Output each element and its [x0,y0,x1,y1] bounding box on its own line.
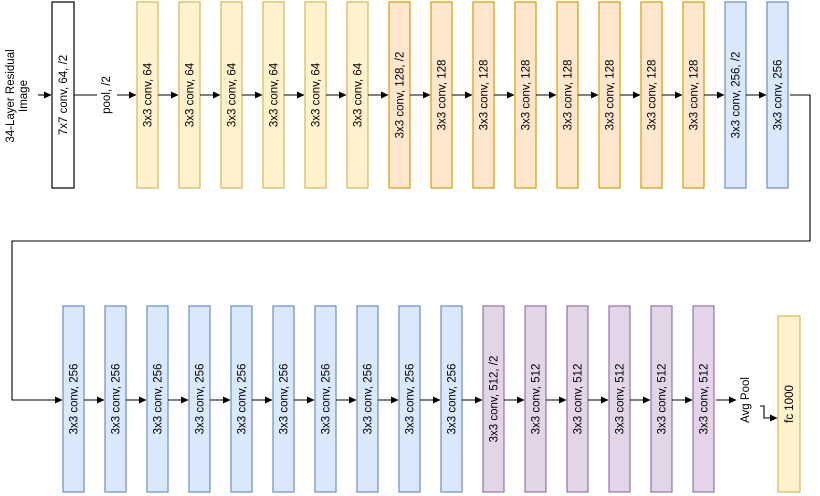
row1-block [473,2,494,188]
row1-block [515,2,536,188]
row2-block [567,306,588,492]
row1-block [767,2,788,188]
conv-label: 3x3 conv, 512 [572,363,585,435]
row2-block [147,306,168,492]
input-title-line2: Image [18,80,30,112]
row2-block [189,306,210,492]
fc-label: fc 1000 [784,385,796,423]
row2-block [273,306,294,492]
row1-block [347,2,368,188]
row1-block [683,2,704,188]
row2-block [609,306,630,492]
row1-block [389,2,410,188]
conv-label: 3x3 conv, 64 [352,62,365,128]
conv-label: 3x3 conv, 256 [152,363,165,435]
conv-label: 3x3 conv, 256 [68,363,81,435]
row1-block [263,2,284,188]
row2-block [63,306,84,492]
first-conv-label: 7x7 conv, 64, /2 [58,54,70,136]
fc-layer [778,316,800,492]
row2-block [441,306,462,492]
row2-block [693,306,714,492]
conv-label: 3x3 conv, 256 [320,363,333,435]
row1-block [221,2,242,188]
row2-block [651,306,672,492]
conv-label: 3x3 conv, 512 [656,363,669,435]
row1-block [431,2,452,188]
conv-label: 3x3 conv, 256 [446,363,459,435]
conv-label: 3x3 conv, 128 [478,59,491,131]
row1-block [557,2,578,188]
row2-block [483,306,504,492]
conv-label: 3x3 conv, 256 [404,363,417,435]
row1-block [179,2,200,188]
conv-label: 3x3 conv, 64 [226,62,239,128]
row2-block [525,306,546,492]
conv-label: 3x3 conv, 128 [562,59,575,131]
conv-label: 3x3 conv, 256 [362,363,375,435]
input-title-line1: 34-Layer Residual [5,49,17,143]
row2-block [315,306,336,492]
avgpool-to-fc-arrow [760,406,777,418]
row1-blocks [137,2,788,188]
row2-block [231,306,252,492]
avg-pool-label: Avg Pool [740,377,752,423]
conv-label: 3x3 conv, 256 [236,363,249,435]
pool-label: pool, /2 [101,76,113,114]
row2-blocks [63,306,714,492]
row2-block [105,306,126,492]
conv-label: 3x3 conv, 128 [604,59,617,131]
conv-label: 3x3 conv, 256 [194,363,207,435]
input-label [5,49,30,142]
row2-block [399,306,420,492]
row1-block [599,2,620,188]
conv-label: 3x3 conv, 128 [646,59,659,131]
conv-label: 3x3 conv, 64 [142,62,155,128]
conv-label: 3x3 conv, 512 [530,363,543,435]
conv-label: 3x3 conv, 128 [688,59,701,131]
conv-label: 3x3 conv, 256 [278,363,291,435]
row1-block [725,2,746,188]
row1-block [641,2,662,188]
row1-block [137,2,158,188]
conv-label: 3x3 conv, 64 [268,62,281,128]
conv-label: 3x3 conv, 256 [772,59,785,131]
conv-label: 3x3 conv, 256, /2 [730,51,743,139]
conv-label: 3x3 conv, 128 [520,59,533,131]
conv-label: 3x3 conv, 64 [184,62,197,128]
row1-block [305,2,326,188]
conv-label: 3x3 conv, 128 [436,59,449,131]
row2-block [357,306,378,492]
conv-label: 3x3 conv, 128, /2 [394,51,407,139]
conv-label: 3x3 conv, 512, /2 [488,355,501,443]
conv-label: 3x3 conv, 512 [614,363,627,435]
conv-label: 3x3 conv, 64 [310,62,323,128]
first-conv-layer [52,2,74,188]
conv-label: 3x3 conv, 512 [698,363,711,435]
conv-label: 3x3 conv, 256 [110,363,123,435]
